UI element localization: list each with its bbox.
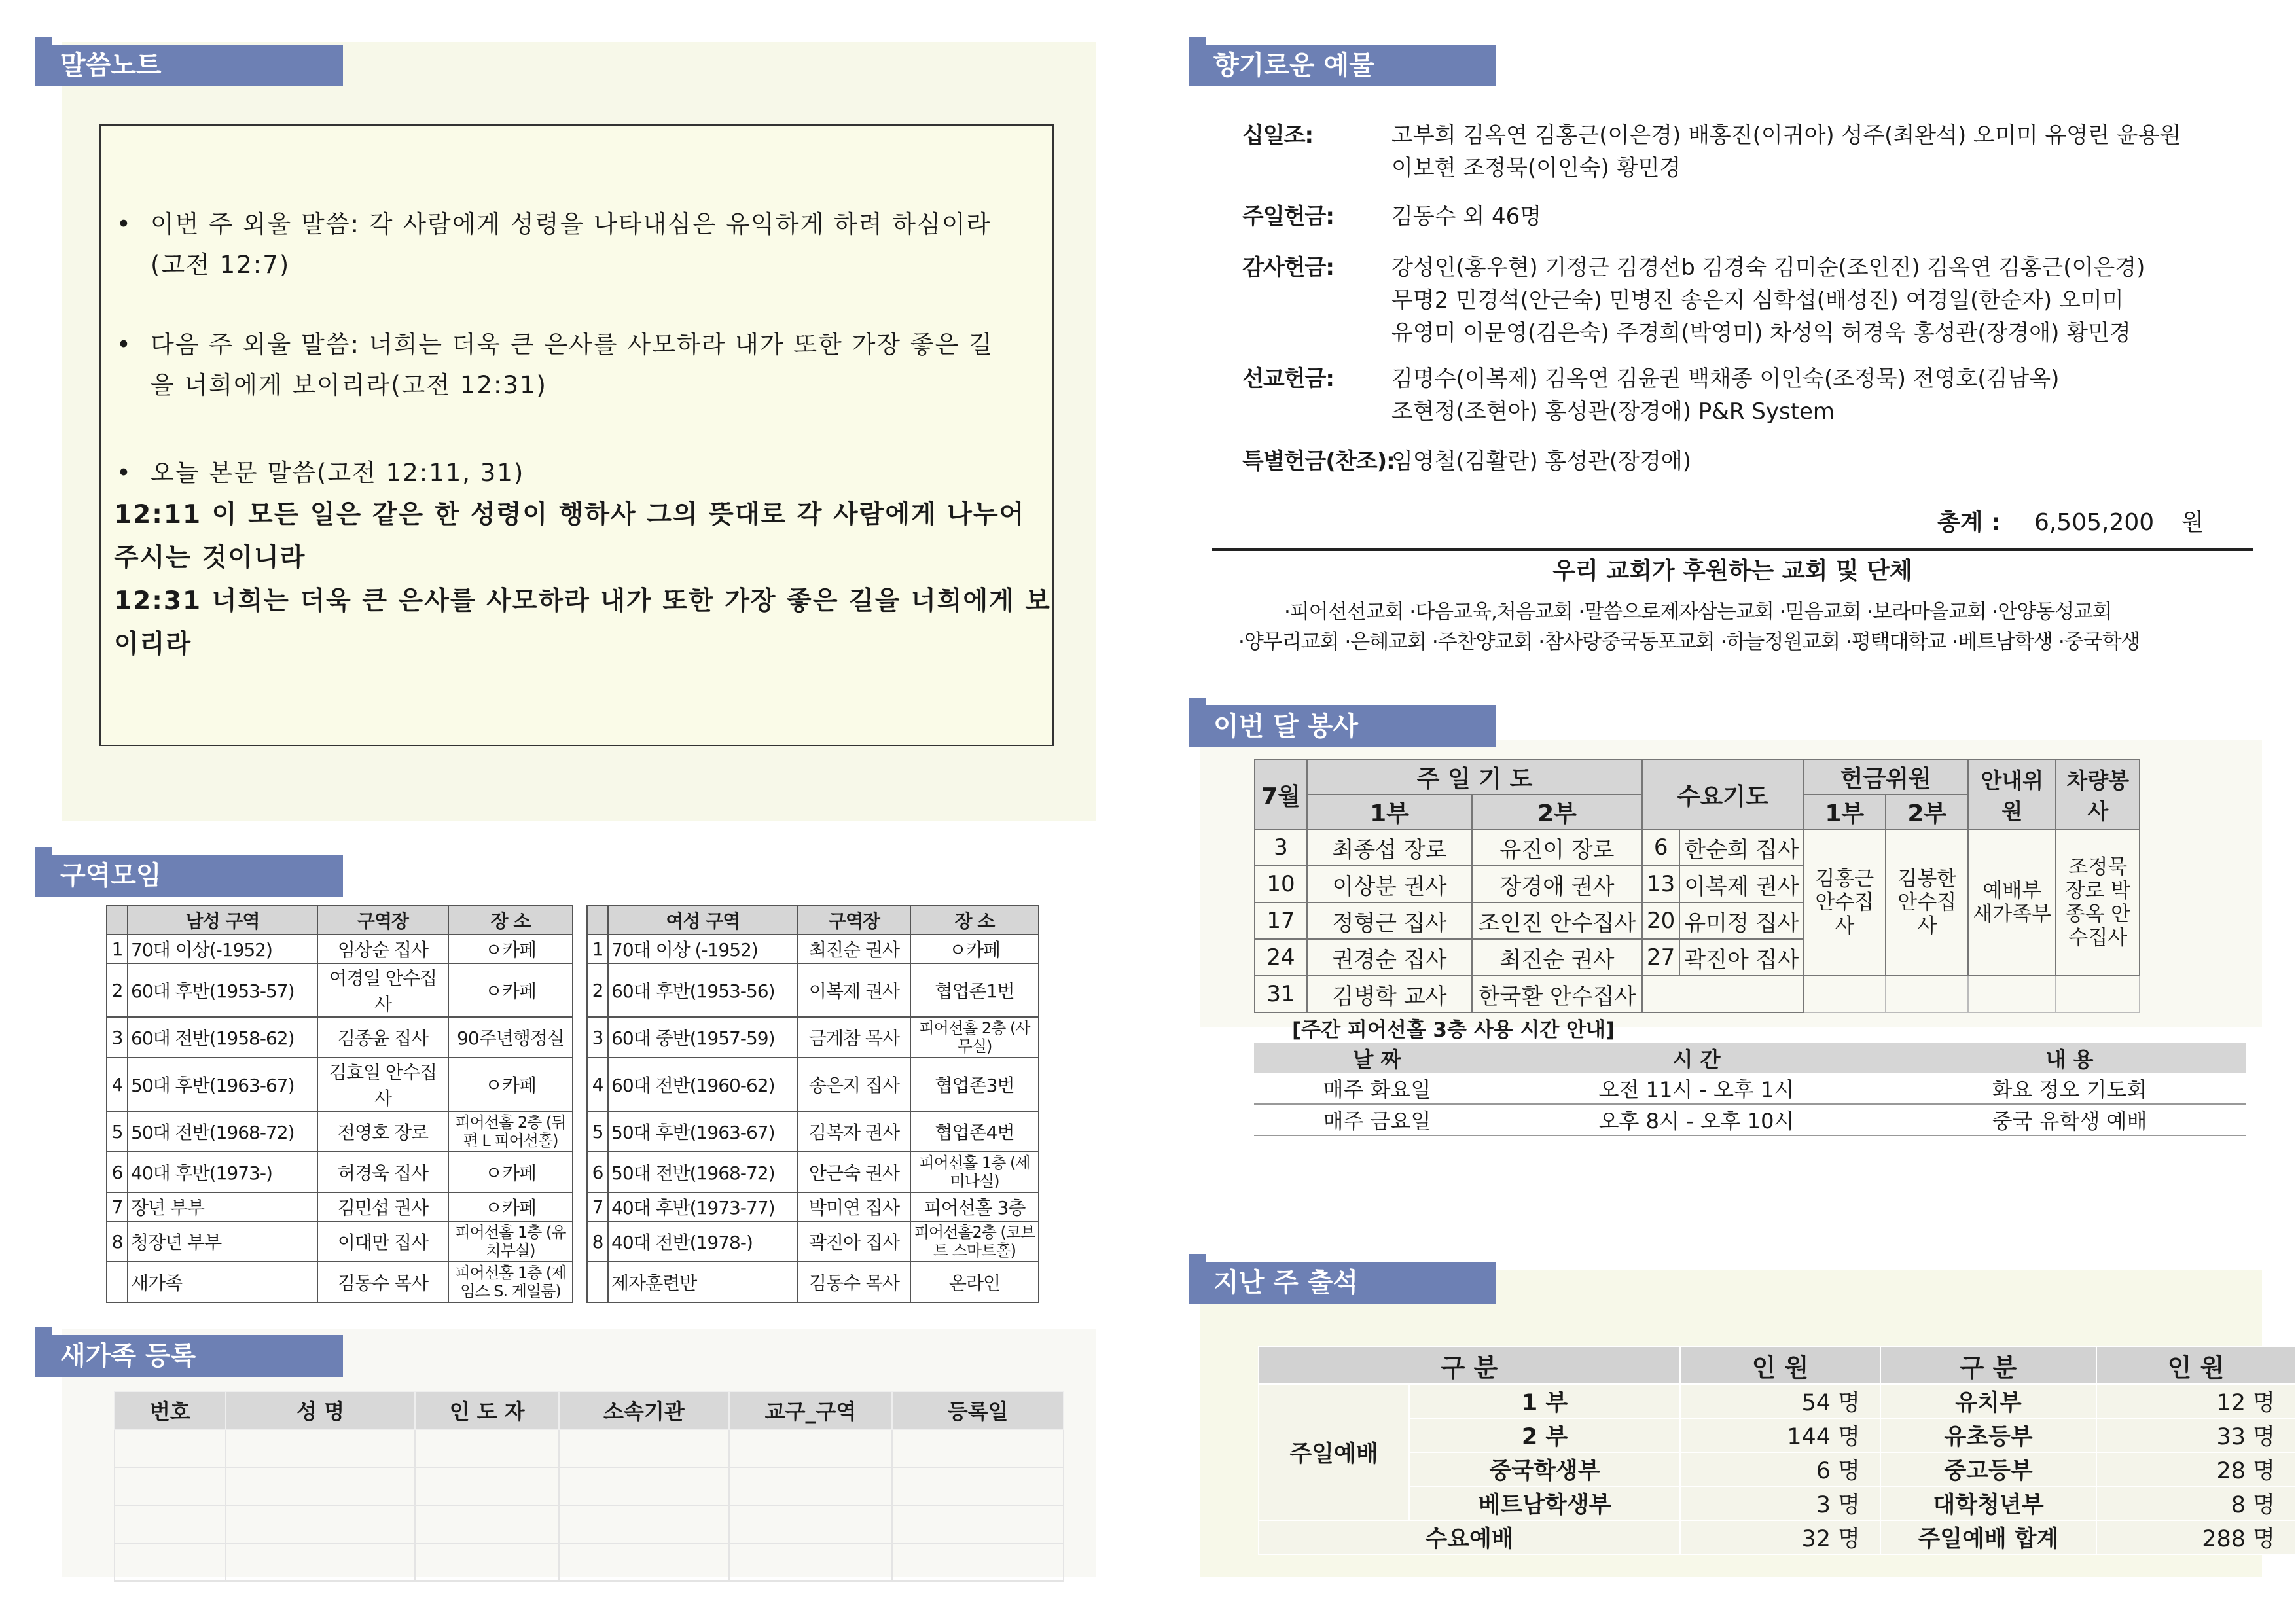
zone-group: 50대 후반(1963-67) — [608, 1111, 798, 1152]
verse-12-31-line1: 12:31 너희는 더욱 큰 은사를 사모하라 내가 또한 가장 좋은 길을 너희에게 보 — [114, 586, 1051, 616]
sunday-offering-names: 김동수 외 46명 — [1391, 204, 1542, 230]
offering-total-label: 총계 : — [1937, 509, 2001, 536]
att-header: 인 원 — [1680, 1347, 1880, 1384]
hall-header: 날 짜 — [1254, 1043, 1500, 1073]
att-row-count: 8 명 — [2096, 1486, 2295, 1520]
zone-row — [107, 1221, 1039, 1262]
zone-no: 7 — [107, 1192, 128, 1221]
service-month: 7월 — [1255, 760, 1307, 829]
service-empty — [1803, 976, 1886, 1012]
zone-row — [107, 1152, 1039, 1192]
service-header — [1189, 705, 1496, 747]
zone-no: 4 — [107, 1058, 128, 1111]
service-usher: 예배부 새가족부 — [1968, 829, 2056, 976]
service-usher-header: 안내위원 — [1968, 760, 2056, 829]
service-car-header: 차량봉사 — [2056, 760, 2140, 829]
zone-meeting-header — [35, 855, 343, 897]
zone-no: 5 — [107, 1111, 128, 1152]
zone-no: 2 — [587, 963, 608, 1017]
att-row-label: 중국학생부 — [1409, 1452, 1680, 1486]
service-sunday-prayer-header: 주 일 기 도 — [1307, 760, 1642, 794]
newfam-header: 교구_구역 — [729, 1391, 893, 1429]
verse-12-31-line2: 이리라 — [114, 630, 192, 659]
zone-no: 8 — [107, 1221, 128, 1262]
attendance-title: 지난 주 출석 — [1213, 1268, 1359, 1298]
att-row-count: 3 명 — [1680, 1486, 1880, 1520]
service-2bu: 한국환 안수집사 — [1472, 976, 1642, 1012]
zone-no: 1 — [107, 935, 128, 963]
att-row-label: 2 부 — [1409, 1418, 1680, 1452]
service-1bu: 최종섭 장로 — [1307, 829, 1472, 866]
att-header: 구 분 — [1880, 1347, 2096, 1384]
new-family-header — [35, 1335, 343, 1377]
service-offering-header: 헌금위원 — [1803, 760, 1968, 794]
zone-group: 제자훈련반 — [608, 1262, 798, 1302]
mission-names-line1: 김명수(이복제) 김옥연 김윤권 백채종 이인숙(조정묵) 전영호(김남옥) — [1391, 366, 2060, 392]
thanks-offering-label: 감사헌금: — [1242, 255, 1334, 281]
tithe-label: 십일조: — [1242, 122, 1314, 149]
zone-row — [107, 963, 1039, 1017]
zone-place: 피어선홀 1층 (제임스 S. 게일룸) — [448, 1262, 573, 1302]
zone-no: 6 — [587, 1152, 608, 1192]
service-wed-prayer-header: 수요기도 — [1642, 760, 1803, 829]
zone-group: 70대 이상(-1952) — [128, 935, 317, 963]
hall-row — [1254, 1073, 2246, 1104]
todays-text-ref: • 오늘 본문 말씀(고전 12:11, 31) — [151, 453, 524, 493]
support-list-line1: ·피어선선교회 ·다음교육,처음교회 ·말씀으로제자삼는교회 ·믿음교회 ·보라마을교회 ·안양동성교회 — [1284, 600, 2112, 624]
zone-leader: 김복자 권사 — [798, 1111, 910, 1152]
service-date: 17 — [1255, 902, 1307, 939]
att-total-label: 주일예배 합계 — [1880, 1520, 2096, 1554]
thanks-names-line3: 유영미 이문영(김은숙) 주경희(박영미) 차성익 허경욱 홍성관(장경애) 황민경 — [1391, 320, 2131, 346]
mission-names-line2: 조현정(조현아) 홍성관(장경애) P&R System — [1391, 399, 1835, 425]
newfam-header: 인 도 자 — [415, 1391, 559, 1429]
zone-header: 구역장 — [798, 906, 910, 935]
service-1bu: 권경순 집사 — [1307, 939, 1472, 976]
zone-no: 3 — [107, 1017, 128, 1058]
service-wed-date: 13 — [1642, 866, 1679, 902]
zone-leader: 김민섭 권사 — [317, 1192, 448, 1221]
verse-12-11-line1: 12:11 이 모든 일은 같은 한 성령이 행하사 그의 뜻대로 각 사람에게 나누어 — [114, 500, 1026, 529]
support-list-line2: ·양무리교회 ·은혜교회 ·주찬양교회 ·참사랑중국동포교회 ·하늘정원교회 ·평택대학교 ·베트남학생 ·중국학생 — [1238, 630, 2140, 654]
att-row-count: 12 명 — [2096, 1384, 2295, 1418]
zone-no: 3 — [587, 1017, 608, 1058]
service-2bu: 장경애 권사 — [1472, 866, 1642, 902]
zone-leader: 안근숙 권사 — [798, 1152, 910, 1192]
service-wed: 곽진아 집사 — [1679, 939, 1803, 976]
zone-group: 60대 후반(1953-57) — [128, 963, 317, 1017]
zone-header: 남성 구역 — [128, 906, 317, 935]
memory-verse-next-week-cont: 을 너희에게 보이리라(고전 12:31) — [151, 371, 547, 399]
zone-leader: 최진순 권사 — [798, 935, 910, 963]
zone-meeting-table — [106, 905, 1039, 1303]
hall-content: 화요 정오 기도회 — [1893, 1073, 2246, 1104]
memory-verse-this-week-ref: (고전 12:7) — [151, 251, 291, 279]
service-offering-2bu: 김봉한 안수집사 — [1886, 829, 1968, 976]
zone-place: ㅇ카페 — [448, 1192, 573, 1221]
newfam-header: 번호 — [115, 1391, 226, 1429]
zone-group: 40대 전반(1978-) — [608, 1221, 798, 1262]
memory-verse-next-week: • 다음 주 외울 말씀: 너희는 더욱 큰 은사를 사모하라 내가 또한 가장 좋은 길 — [151, 325, 994, 365]
service-date: 24 — [1255, 939, 1307, 976]
zone-group: 60대 전반(1960-62) — [608, 1058, 798, 1111]
service-2bu: 최진순 권사 — [1472, 939, 1642, 976]
att-row-label: 유초등부 — [1880, 1418, 2096, 1452]
zone-group: 40대 후반(1973-77) — [608, 1192, 798, 1221]
zone-no — [587, 1262, 608, 1302]
support-title: 우리 교회가 후원하는 교회 및 단체 — [1552, 558, 1912, 584]
zone-leader: 곽진아 집사 — [798, 1221, 910, 1262]
hall-time: 오전 11시 - 오후 1시 — [1500, 1073, 1893, 1104]
service-wed-date: 6 — [1642, 829, 1679, 866]
att-row-count: 33 명 — [2096, 1418, 2295, 1452]
new-family-title: 새가족 등록 — [60, 1341, 196, 1371]
zone-place: ㅇ카페 — [448, 963, 573, 1017]
zone-place: 협업존4번 — [910, 1111, 1039, 1152]
service-1bu: 김병학 교사 — [1307, 976, 1472, 1012]
zone-place: 피어선홀 3층 — [910, 1192, 1039, 1221]
service-wed-date: 27 — [1642, 939, 1679, 976]
service-1bu-header: 1부 — [1307, 794, 1472, 829]
newfam-empty-row — [115, 1543, 1064, 1581]
newfam-header: 성 명 — [226, 1391, 416, 1429]
zone-no: 1 — [587, 935, 608, 963]
tithe-names-line1: 고부희 김옥연 김홍근(이은경) 배홍진(이귀아) 성주(최완석) 오미미 유영린 윤용원 — [1391, 122, 2181, 149]
verse-12-11-line2: 주시는 것이니라 — [114, 543, 306, 573]
tithe-names-line2: 이보현 조정묵(이인숙) 황민경 — [1391, 155, 1681, 181]
offering-divider — [1212, 548, 2253, 551]
zone-leader: 허경욱 집사 — [317, 1152, 448, 1192]
zone-no: 6 — [107, 1152, 128, 1192]
service-row — [1255, 829, 2140, 866]
service-table — [1254, 759, 2140, 1013]
zone-place: 90주년행정실 — [448, 1017, 573, 1058]
newfam-empty-row — [115, 1505, 1064, 1543]
zone-row — [107, 1111, 1039, 1152]
zone-leader: 임상순 집사 — [317, 935, 448, 963]
att-row-count: 54 명 — [1680, 1384, 1880, 1418]
zone-no: 4 — [587, 1058, 608, 1111]
sunday-offering-label: 주일헌금: — [1242, 204, 1334, 230]
att-row-label: 베트남학생부 — [1409, 1486, 1680, 1520]
hall-header: 시 간 — [1500, 1043, 1893, 1073]
service-offering-1bu: 김홍근 안수집사 — [1803, 829, 1886, 976]
zone-no — [107, 1262, 128, 1302]
thanks-names-line1: 강성인(홍우현) 기정근 김경선b 김경숙 김미순(조인진) 김옥연 김홍근(이은경) — [1391, 255, 2145, 281]
service-wed-date: 20 — [1642, 902, 1679, 939]
zone-leader: 김효일 안수집사 — [317, 1058, 448, 1111]
zone-group: 40대 후반(1973-) — [128, 1152, 317, 1192]
att-row-count: 6 명 — [1680, 1452, 1880, 1486]
hall-time: 오후 8시 - 오후 10시 — [1500, 1104, 1893, 1135]
att-total-count: 288 명 — [2096, 1520, 2295, 1554]
service-off-2bu-header: 2부 — [1886, 794, 1968, 829]
zone-no: 2 — [107, 963, 128, 1017]
offering-total-value: 6,505,200 — [2034, 509, 2155, 536]
zone-group: 50대 전반(1968-72) — [608, 1152, 798, 1192]
zone-place: ㅇ카페 — [448, 1058, 573, 1111]
zone-group: 50대 전반(1968-72) — [128, 1111, 317, 1152]
service-empty — [2056, 976, 2140, 1012]
zone-place: 피어선홀 1층 (유치부실) — [448, 1221, 573, 1262]
attendance-table — [1258, 1346, 2296, 1555]
hall-content: 중국 유학생 예배 — [1893, 1104, 2246, 1135]
zone-row — [107, 1058, 1039, 1111]
service-wed: 한순희 집사 — [1679, 829, 1803, 866]
zone-header: 장 소 — [448, 906, 573, 935]
zone-group: 50대 후반(1963-67) — [128, 1058, 317, 1111]
hall-day: 매주 화요일 — [1254, 1073, 1500, 1104]
zone-leader: 송은지 집사 — [798, 1058, 910, 1111]
zone-place: 온라인 — [910, 1262, 1039, 1302]
zone-place: 피어선홀 2층 (사무실) — [910, 1017, 1039, 1058]
zone-leader: 이대만 집사 — [317, 1221, 448, 1262]
word-note-box — [99, 124, 1054, 746]
zone-group: 60대 전반(1958-62) — [128, 1017, 317, 1058]
service-1bu: 정형근 집사 — [1307, 902, 1472, 939]
offering-title: 향기로운 예물 — [1213, 50, 1374, 80]
service-title: 이번 달 봉사 — [1213, 711, 1359, 741]
zone-group: 새가족 — [128, 1262, 317, 1302]
special-offering-label: 특별헌금(찬조): — [1242, 448, 1395, 474]
service-row — [1255, 976, 2140, 1012]
zone-no: 8 — [587, 1221, 608, 1262]
service-2bu-header: 2부 — [1472, 794, 1642, 829]
zone-group: 장년 부부 — [128, 1192, 317, 1221]
zone-place: 피어선홀 2층 (뒤편 L 피어선홀) — [448, 1111, 573, 1152]
zone-leader: 금계참 목사 — [798, 1017, 910, 1058]
zone-group: 청장년 부부 — [128, 1221, 317, 1262]
newfam-header: 소속기관 — [559, 1391, 729, 1429]
service-empty — [1886, 976, 1968, 1012]
service-date: 3 — [1255, 829, 1307, 866]
newfam-header: 등록일 — [892, 1391, 1064, 1429]
zone-leader: 김동수 목사 — [798, 1262, 910, 1302]
service-1bu: 이상분 권사 — [1307, 866, 1472, 902]
zone-no: 5 — [587, 1111, 608, 1152]
zone-leader: 이복제 권사 — [798, 963, 910, 1017]
mission-offering-label: 선교헌금: — [1242, 366, 1334, 392]
zone-place: 협업존1번 — [910, 963, 1039, 1017]
zone-leader: 박미연 집사 — [798, 1192, 910, 1221]
zone-place: 피어선홀2층 (코브트 스마트홀) — [910, 1221, 1039, 1262]
word-note-header — [35, 45, 343, 86]
hall-title: [주간 피어선홀 3층 사용 시간 안내] — [1292, 1018, 1615, 1042]
att-row-count: 144 명 — [1680, 1418, 1880, 1452]
zone-group: 60대 후반(1953-56) — [608, 963, 798, 1017]
zone-group: 70대 이상 (-1952) — [608, 935, 798, 963]
zone-leader: 김종윤 집사 — [317, 1017, 448, 1058]
hall-schedule-table — [1254, 1043, 2246, 1136]
zone-header: 구역장 — [317, 906, 448, 935]
att-wed-label: 수요예배 — [1259, 1520, 1680, 1554]
zone-group: 60대 중반(1957-59) — [608, 1017, 798, 1058]
zone-row — [107, 935, 1039, 963]
word-note-title: 말씀노트 — [60, 50, 162, 80]
att-header: 구 분 — [1259, 1347, 1680, 1384]
zone-place: ㅇ카페 — [448, 935, 573, 963]
zone-place: 피어선홀 1층 (세미나실) — [910, 1152, 1039, 1192]
zone-header: 장 소 — [910, 906, 1039, 935]
service-empty — [1642, 976, 1803, 1012]
zone-no: 7 — [587, 1192, 608, 1221]
service-date: 31 — [1255, 976, 1307, 1012]
offering-total-unit: 원 — [2181, 509, 2204, 536]
zone-place: ㅇ카페 — [910, 935, 1039, 963]
service-wed: 유미정 집사 — [1679, 902, 1803, 939]
zone-row — [107, 1017, 1039, 1058]
newfam-empty-row — [115, 1467, 1064, 1505]
att-header: 인 원 — [2096, 1347, 2295, 1384]
zone-header: 여성 구역 — [608, 906, 798, 935]
thanks-names-line2: 무명2 민경석(안근숙) 민병진 송은지 심학섭(배성진) 여경일(한순자) 오미미 — [1391, 287, 2124, 313]
hall-header: 내 용 — [1893, 1043, 2246, 1073]
attendance-header — [1189, 1262, 1496, 1304]
service-car: 조정묵 장로 박종옥 안수집사 — [2056, 829, 2140, 976]
service-2bu: 유진이 장로 — [1472, 829, 1642, 866]
zone-meeting-title: 구역모임 — [60, 861, 162, 891]
hall-row — [1254, 1104, 2246, 1135]
service-date: 10 — [1255, 866, 1307, 902]
special-offering-names: 임영철(김활란) 홍성관(장경애) — [1391, 448, 1691, 474]
service-wed: 이복제 권사 — [1679, 866, 1803, 902]
zone-leader: 여경일 안수집사 — [317, 963, 448, 1017]
att-row-label: 대학청년부 — [1880, 1486, 2096, 1520]
zone-place: 협업존3번 — [910, 1058, 1039, 1111]
zone-place: ㅇ카페 — [448, 1152, 573, 1192]
att-row-count: 28 명 — [2096, 1452, 2295, 1486]
att-wed-count: 32 명 — [1680, 1520, 1880, 1554]
new-family-table — [114, 1391, 1064, 1582]
att-row-label: 유치부 — [1880, 1384, 2096, 1418]
att-row-label: 1 부 — [1409, 1384, 1680, 1418]
hall-day: 매주 금요일 — [1254, 1104, 1500, 1135]
zone-row — [107, 1262, 1039, 1302]
service-off-1bu-header: 1부 — [1803, 794, 1886, 829]
zone-leader: 김동수 목사 — [317, 1262, 448, 1302]
att-row-label: 중고등부 — [1880, 1452, 2096, 1486]
offering-total-row — [1937, 507, 2212, 539]
att-sunday-label: 주일예배 — [1259, 1384, 1409, 1520]
service-empty — [1968, 976, 2056, 1012]
offering-header — [1189, 45, 1496, 86]
memory-verse-this-week: • 이번 주 외울 말씀: 각 사람에게 성령을 나타내심은 유익하게 하려 하심이라 — [151, 204, 991, 245]
newfam-empty-row — [115, 1429, 1064, 1467]
zone-leader: 전영호 장로 — [317, 1111, 448, 1152]
service-2bu: 조인진 안수집사 — [1472, 902, 1642, 939]
zone-row — [107, 1192, 1039, 1221]
